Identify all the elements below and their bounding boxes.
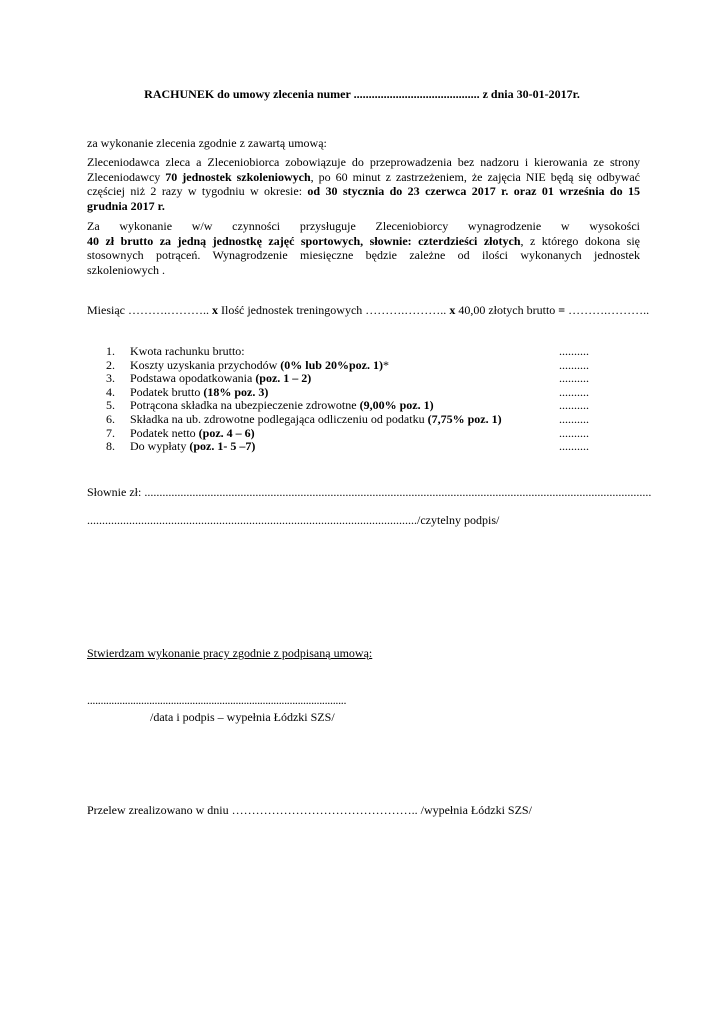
title-text: RACHUNEK do umowy zlecenia numer xyxy=(144,87,354,101)
item-text xyxy=(130,440,255,454)
units-blank: Ilość jednostek treningowych ……….……….. xyxy=(218,303,450,317)
item-formula: (poz. 1- 5 –7) xyxy=(189,439,256,454)
paragraph-scope-line xyxy=(87,199,640,214)
paragraph-remuneration-line: szkoleniowych . xyxy=(87,262,165,277)
equals-sign: = xyxy=(558,303,566,317)
period-dates-end: grudnia 2017 r. xyxy=(87,198,165,213)
item-value-blank: .......... xyxy=(559,439,589,454)
item-formula: (poz. 1 – 2) xyxy=(255,371,312,386)
title-date: z dnia 30-01-2017r. xyxy=(479,87,580,101)
intro-text: za wykonanie zlecenia zgodnie z zawartą umową: xyxy=(87,136,327,150)
list-item xyxy=(106,359,596,373)
item-formula: (0% lub 20%poz. 1) xyxy=(280,357,383,372)
item-number: 6. xyxy=(106,411,115,426)
item-formula: (18% poz. 3) xyxy=(203,384,269,399)
month-blank: Miesiąc ……….……….. xyxy=(87,303,212,317)
item-label: Potrącona składka na ubezpieczenie zdrowotne xyxy=(130,398,360,413)
item-value-blank: .......... xyxy=(559,344,589,358)
item-value-blank: .......... xyxy=(559,371,589,386)
item-label: Podatek netto xyxy=(130,425,199,440)
total-blank: ……….……….. xyxy=(565,303,650,317)
item-number: 4. xyxy=(106,384,115,399)
item-label: Składka na ub. zdrowotne podlegająca odliczeniu od podatku xyxy=(130,411,428,426)
list-item xyxy=(106,427,596,441)
contract-number-blank: .......................................... xyxy=(353,87,480,101)
item-value-blank: .......... xyxy=(559,398,589,413)
item-text xyxy=(130,359,389,373)
item-number: 1. xyxy=(106,344,115,358)
text-run: , po 60 minut z zastrzeżeniem, że zajęcia NIE będą się odbywać xyxy=(310,169,641,184)
list-item xyxy=(106,413,596,427)
date-signature-label: /data i podpis – wypełnia Łódzki SZS/ xyxy=(150,710,335,724)
item-text xyxy=(130,399,434,413)
text-run: częściej niż 2 razy w tygodniu w okresie: xyxy=(87,184,308,199)
item-formula: (9,00% poz. 1) xyxy=(359,398,434,413)
text-run: Zleceniodawcy xyxy=(87,169,166,184)
item-label: Koszty uzyskania przychodów xyxy=(130,357,281,372)
document-title xyxy=(0,87,724,102)
item-number: 2. xyxy=(106,357,115,372)
list-item xyxy=(106,372,596,386)
units-count: 70 jednostek szkoleniowych xyxy=(165,169,311,184)
item-number: 5. xyxy=(106,398,115,413)
item-text xyxy=(130,427,255,441)
item-formula: (7,75% poz. 1) xyxy=(427,411,502,426)
multiply-sign: x xyxy=(212,303,218,317)
list-item xyxy=(106,399,596,413)
paragraph-scope-line xyxy=(87,184,640,199)
list-item xyxy=(106,440,596,454)
paragraph-scope-line xyxy=(87,170,640,185)
rate-text: 40 zł brutto za jedną jednostkę zajęć sportowych, słownie: czterdzieści złotych xyxy=(87,233,521,248)
item-label: Do wypłaty xyxy=(130,439,190,454)
item-label: Podstawa opodatkowania xyxy=(130,371,256,386)
text-run: , z którego dokona się xyxy=(520,233,640,248)
paragraph-scope-line: Zleceniodawca zleca a Zleceniobiorca zobowiązuje do przeprowadzenia bez nadzoru i kierowania ze strony xyxy=(87,155,640,169)
list-item xyxy=(106,345,596,359)
item-value-blank: .......... xyxy=(559,425,589,440)
item-value-blank: .......... xyxy=(559,411,589,426)
list-item xyxy=(106,386,596,400)
item-text xyxy=(130,372,311,386)
paragraph-remuneration xyxy=(87,219,640,277)
period-dates: od 30 stycznia do 23 czerwca 2017 r. oraz 01 września do 15 xyxy=(307,184,640,199)
paragraph-remuneration-line: stosownych potrąceń. Wynagrodzenie miesięczne będzie zależne od ilości wykonanych jednostek xyxy=(87,248,640,263)
paragraph-scope xyxy=(87,155,640,213)
item-number: 7. xyxy=(106,425,115,440)
item-label: Kwota rachunku brutto: xyxy=(130,344,245,358)
item-number: 3. xyxy=(106,371,115,386)
item-label: Podatek brutto xyxy=(130,384,204,399)
amount-in-words-line: Słownie zł: ......................................................................................................................................................................... xyxy=(87,485,652,499)
calculation-list xyxy=(106,345,596,454)
rate-label: 40,00 złotych brutto xyxy=(455,303,559,317)
calculation-line xyxy=(87,303,649,318)
item-note: * xyxy=(382,357,389,372)
item-formula: (poz. 4 – 6) xyxy=(198,425,255,440)
multiply-sign: x xyxy=(449,303,456,317)
paragraph-remuneration-line: Za wykonanie w/w czynności przysługuje Zleceniobiorcy wynagrodzenie w wysokości xyxy=(87,219,640,233)
item-value-blank: .......... xyxy=(559,357,589,372)
item-text xyxy=(130,413,502,427)
signature-line: ............................................................................................................../czytelny podpis/ xyxy=(87,513,500,527)
transfer-line: Przelew zrealizowano w dniu ……………………………………….. /wypełnia Łódzki SZS/ xyxy=(87,803,532,817)
item-text xyxy=(130,386,268,400)
item-number: 8. xyxy=(106,439,115,454)
item-text xyxy=(130,345,245,359)
confirmation-heading: Stwierdzam wykonanie pracy zgodnie z podpisaną umową: xyxy=(87,646,373,660)
date-signature-dots: ................................................................................................ xyxy=(87,693,347,707)
paragraph-remuneration-line xyxy=(87,234,640,249)
item-value-blank: .......... xyxy=(559,384,589,399)
